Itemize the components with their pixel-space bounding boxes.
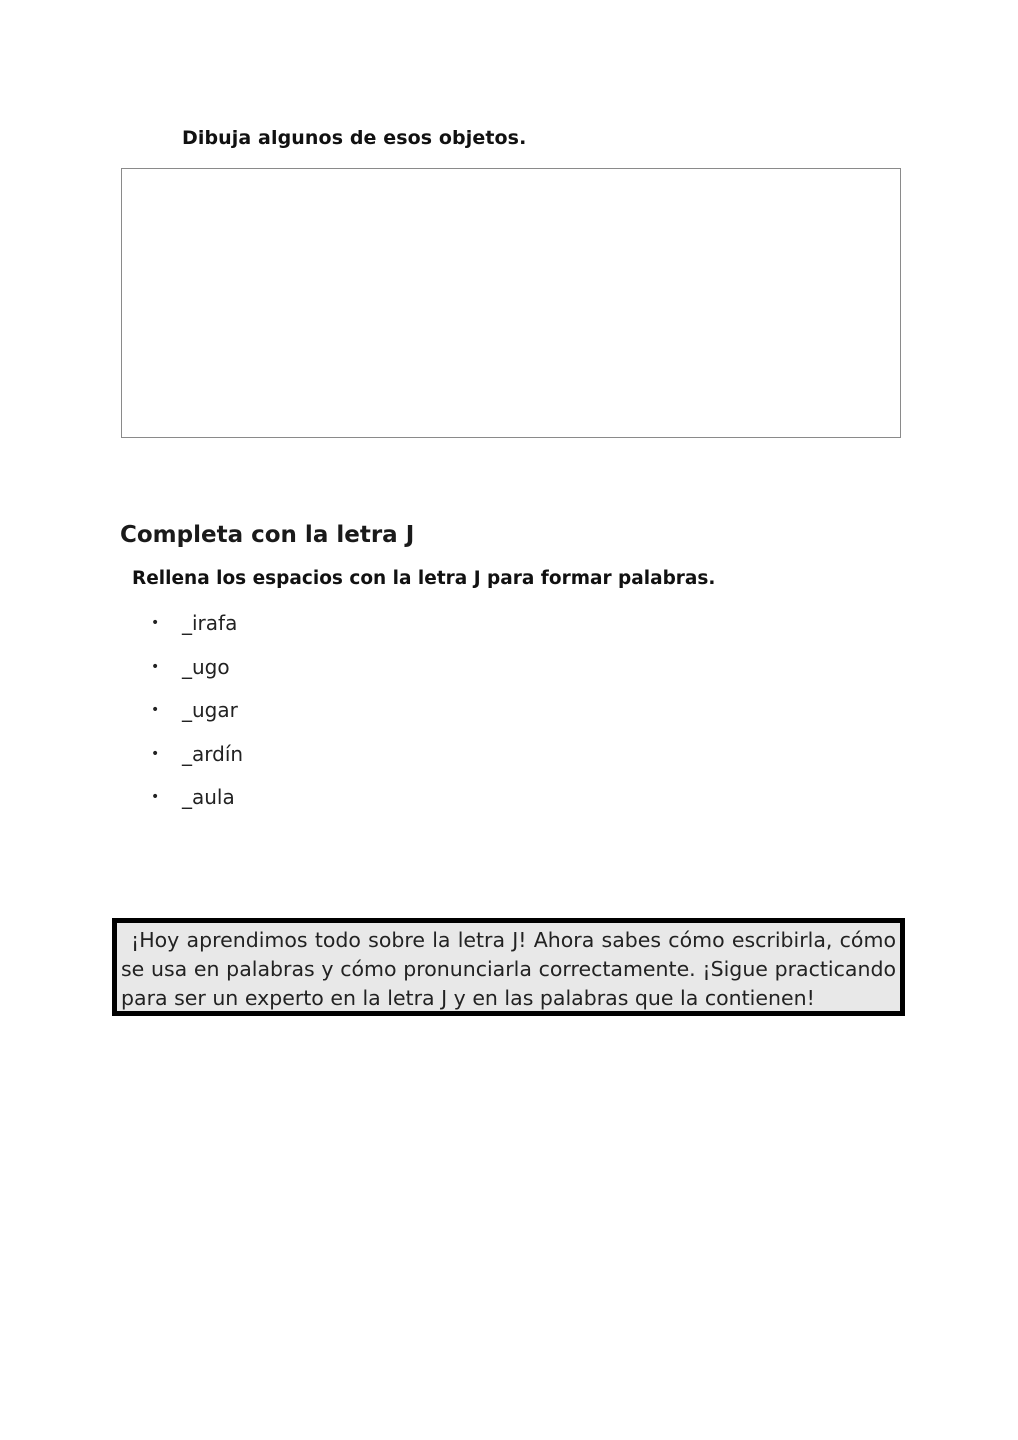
list-item — [150, 739, 243, 783]
word-blank: _ugo — [182, 654, 230, 679]
word-blank: _aula — [182, 785, 235, 809]
word-blank: _irafa — [182, 611, 238, 635]
summary-box — [112, 918, 905, 1016]
list-item — [150, 782, 243, 826]
list-item — [150, 608, 243, 652]
summary-text: ¡Hoy aprendimos todo sobre la letra J! Ahora sabes cómo escribirla, cómo se usa en palabras y cómo pronunciarla correctamente. ¡Sigue practicando para ser un experto en la letra J y en las palabras que la contienen! — [121, 928, 896, 1010]
section-instruction: Rellena los espacios con la letra J para formar palabras. — [132, 568, 716, 589]
bullet-icon: • — [151, 745, 160, 762]
draw-instruction: Dibuja algunos de esos objetos. — [182, 127, 527, 149]
bullet-icon: • — [151, 789, 160, 805]
word-list — [150, 608, 243, 826]
word-blank: _ugar — [182, 698, 238, 722]
list-item — [150, 695, 243, 739]
bullet-icon: • — [151, 658, 160, 675]
word-blank: _ardín — [182, 741, 244, 766]
section-title: Completa con la letra J — [120, 522, 415, 548]
bullet-icon: • — [151, 615, 160, 631]
list-item — [150, 652, 243, 696]
bullet-icon: • — [151, 702, 160, 718]
drawing-area[interactable] — [121, 168, 901, 438]
